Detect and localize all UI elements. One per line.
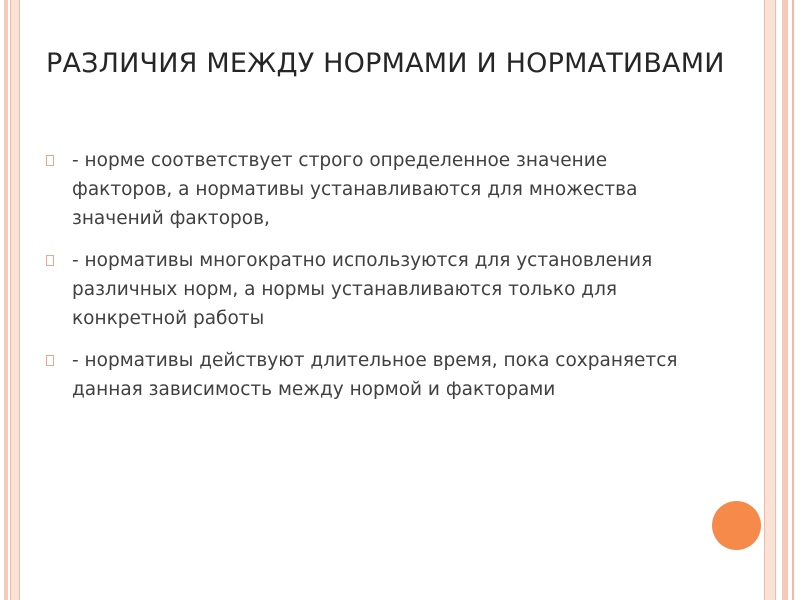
left-border-band	[10, 0, 20, 600]
bullet-item	[46, 146, 706, 233]
bullet-square-icon	[46, 155, 54, 166]
right-border-stripe	[782, 0, 788, 600]
bullet-item	[46, 246, 706, 333]
bullet-text: - нормативы многократно используются для установления различных норм, а нормы устанавливаются только для конкретной работы	[72, 250, 653, 329]
bullet-text: - нормативы действуют длительное время, пока сохраняется данная зависимость между нормой и факторами	[72, 350, 678, 400]
bullet-square-icon	[46, 355, 54, 366]
orange-circle-icon	[712, 501, 761, 550]
bullet-item	[46, 346, 706, 404]
left-border-stripe	[4, 0, 8, 600]
bullet-text: - норме соответствует строго определенное значение факторов, а нормативы устанавливаются для множества значений факторов,	[72, 150, 638, 229]
right-border-edge	[792, 0, 794, 600]
bullet-list	[46, 146, 706, 417]
slide-title: РАЗЛИЧИЯ МЕЖДУ НОРМАМИ И НОРМАТИВАМИ	[46, 48, 725, 79]
right-border-band	[764, 0, 776, 600]
bullet-square-icon	[46, 255, 54, 266]
